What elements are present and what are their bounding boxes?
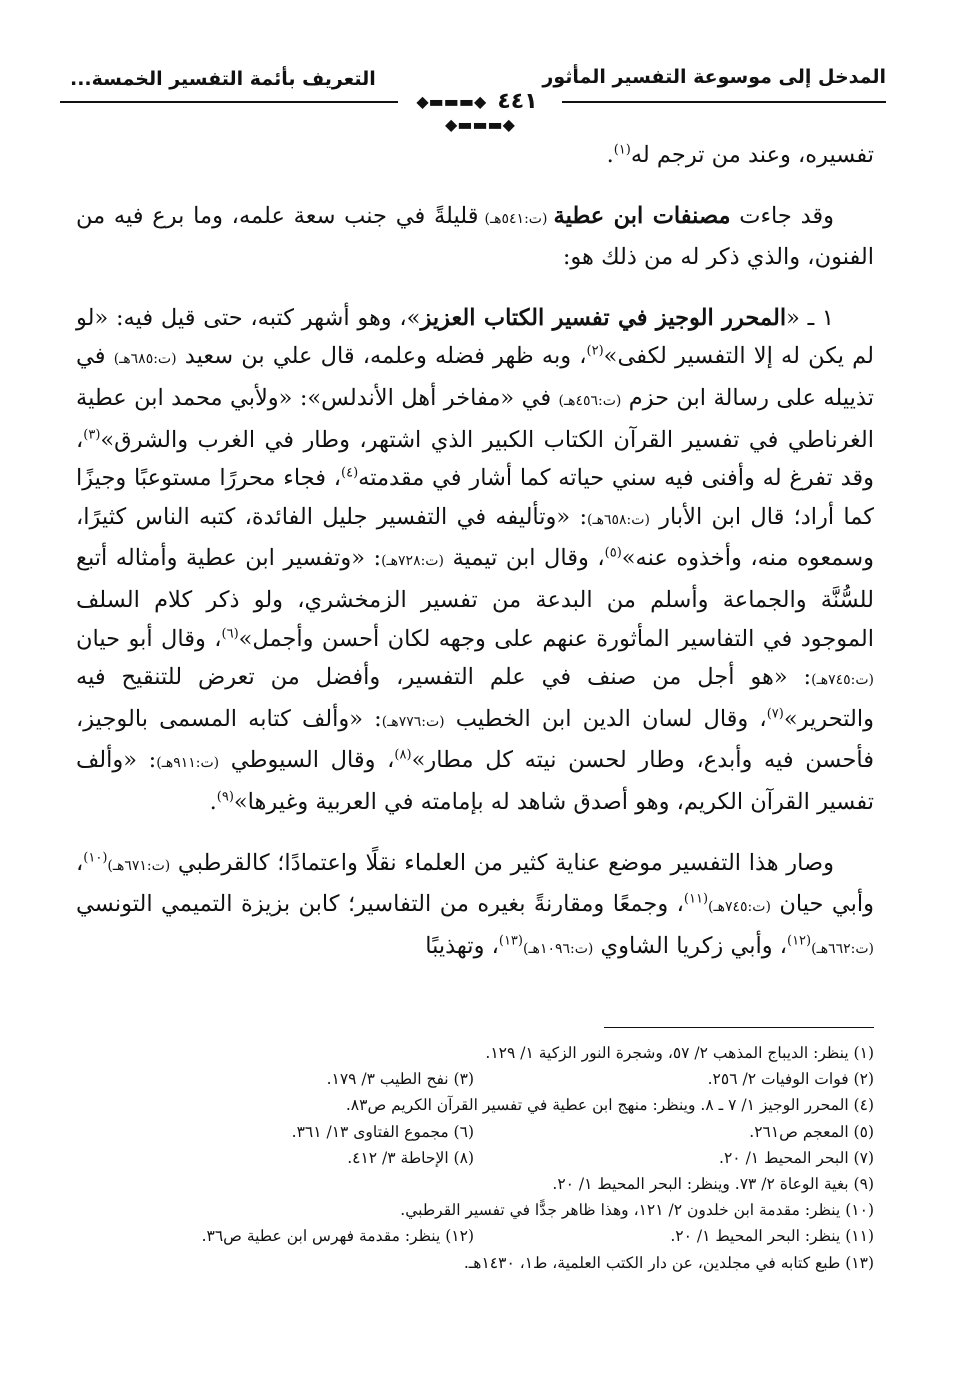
footnote-ref: (٢) <box>586 343 604 359</box>
footnote-ref: (٧) <box>766 706 784 722</box>
footnote-ref: (١٠) <box>83 850 108 865</box>
footnotes <box>76 1040 874 1276</box>
death-date: (ت:٦٨٥هـ) <box>113 351 177 368</box>
main-text <box>76 136 874 968</box>
paragraph-2: وقد جاءت مصنفات ابن عطية (ت:٥٤١هـ) قليلةً في جنب سعة علمه، وما برع فيه من الفنون، والذي ذكر له من ذلك هو: <box>76 202 874 271</box>
death-date: (ت:٩١١هـ) <box>156 755 220 772</box>
footnote-11: (١١) ينظر: البحر المحيط ١/ ٢٠. <box>670 1227 874 1246</box>
footnote-10: (١٠) ينظر: مقدمة ابن خلدون ٢/ ١٢١، وهذا ظاهر جدًّا في تفسير القرطبي. <box>400 1201 874 1220</box>
footnote-8: (٨) الإحاطة ٣/ ٤١٢. <box>347 1148 474 1167</box>
footnote-9: (٩) بغية الوعاة ٢/ ٧٣. وينظر: البحر المحيط ١/ ٢٠. <box>552 1175 874 1194</box>
footnote-ref: (٣) <box>83 427 101 443</box>
death-date: (ت:٥٤١هـ) <box>478 210 554 227</box>
paragraph-1: تفسيره، وعند من ترجم له$^{(١)}$. <box>606 142 874 168</box>
death-date: (ت:٦٧١هـ) <box>107 857 171 874</box>
book-title: المدخل إلى موسوعة التفسير المأثور <box>542 66 886 88</box>
death-date: (ت:٧٤٥هـ) <box>811 672 874 689</box>
paragraph-4: وصار هذا التفسير موضع عناية كثير من العلماء نقلًا واعتمادًا؛ كالقرطبي (ت:٦٧١هـ)$^{(١٠)}$، وأبي حيان (ت:٧٤٥هـ)$^{(١١)}$، وجمعًا ومقارنةً بغيره من التفاسير؛ كابن بزيزة التميمي التونسي (ت:٦٦٢هـ)$^{(١٢)}$، وأبي زكريا الشاوي (ت:١٠٩٦هـ)$^{(١٣)}$، وتهذيبًا <box>76 849 875 959</box>
footnote-5: (٥) المعجم ص٢٦١. <box>749 1122 874 1141</box>
section-title: التعريف بأئمة التفسير الخمسة... <box>70 68 376 90</box>
footnote-12: (١٢) ينظر: مقدمة فهرس ابن عطية ص٣٦. <box>201 1227 474 1246</box>
footnote-row <box>76 1223 874 1249</box>
footnote-ref: (١٣) <box>498 933 523 949</box>
footnote-ref: (٥) <box>604 545 622 561</box>
death-date: (ت:٦٥٨هـ) <box>587 511 650 528</box>
death-date: (ت:٧٤٥هـ) <box>708 899 771 916</box>
ornament-right-icon: ◆▬▬▬◆ <box>445 115 515 134</box>
footnote-ref: (١١) <box>683 891 709 907</box>
page-number-box <box>398 89 562 134</box>
death-date: (ت:١٠٩٦هـ) <box>522 940 594 957</box>
footnote-1: (١) ينظر: الديباج المذهب ٢/ ٥٧، وشجرة النور الزكية ١/ ١٢٩. <box>485 1044 874 1062</box>
bold-term: مصنفات ابن عطية <box>553 202 731 229</box>
footnote-ref: (٩) <box>216 789 234 805</box>
footnote-2: (٢) فوات الوفيات ٢/ ٢٥٦. <box>707 1070 874 1089</box>
page-number: ٤٤١ <box>497 89 538 114</box>
footnote-row <box>76 1145 874 1171</box>
footnote-row <box>76 1119 874 1145</box>
footnote-row <box>76 1066 874 1092</box>
death-date: (ت:٧٧٦هـ) <box>381 713 445 730</box>
footnote-6: (٦) مجموع الفتاوى ١٣/ ٣٦١. <box>291 1122 474 1141</box>
footnote-ref: (٤) <box>341 465 359 481</box>
death-date: (ت:٦٦٢هـ) <box>811 940 874 957</box>
footnote-4: (٤) المحرر الوجيز ١/ ٧ ـ ٨. وينظر: منهج ابن عطية في تفسير القرآن الكريم ص٨٣. <box>345 1096 874 1115</box>
footnote-ref: (١) <box>613 142 631 158</box>
footnote-13: (١٣) طبع كتابه في مجلدين، عن دار الكتب العلمية، ط١، ١٤٣٠هـ. <box>463 1253 874 1272</box>
footnote-3: (٣) نفح الطيب ٣/ ١٧٩. <box>326 1070 474 1089</box>
ornament-left-icon: ◆▬▬▬◆ <box>416 92 487 111</box>
book-name: المحرر الوجيز في تفسير الكتاب العزيز <box>420 304 787 331</box>
footnote-7: (٧) البحر المحيط ١/ ٢٠. <box>719 1148 874 1167</box>
footnote-separator <box>604 1027 874 1028</box>
footnote-ref: (٦) <box>221 626 239 642</box>
death-date: (ت:٧٢٨هـ) <box>381 553 444 570</box>
death-date: (ت:٤٥٦هـ) <box>558 392 622 409</box>
footnote-ref: (٨) <box>394 747 412 763</box>
footnote-ref: (١٢) <box>787 933 812 949</box>
paragraph-3: ١ ـ «المحرر الوجيز في تفسير الكتاب العزيز»، وهو أشهر كتبه، حتى قيل فيه: «لو لم يكن له إلا التفسير لكفى»$^{(٢)}$، وبه ظهر فضله وعلمه، قال علي بن سعيد (ت:٦٨٥هـ) في تذييله على رسالة ابن حزم (ت:٤٥٦هـ) في «مفاخر أهل الأندلس»: «ولأبي محمد ابن عطية الغرناطي في تفسير القرآن الكتاب الكبير الذي اشتهر، وطار في الغرب والشرق»$^{(٣)}$، وقد تفرغ له وأفنى فيه سني حياته كما أشار في مقدمته$^{(٤)}$، فجاء محررًا مستوعبًا وجيزًا كما أراد؛ قال ابن الأبار (ت:٦٥٨هـ): «وتأليفه في التفسير جليل الفائدة، كتبه الناس كثيرًا، وسمعوه منه، وأخذوه عنه»$^{(٥)}$، وقال ابن تيمية (ت:٧٢٨هـ): «وتفسير ابن عطية وأمثاله أتبع للسُّنَّة والجماعة وأسلم من البدعة من تفسير الزمخشري، ولو ذكر كلام السلف الموجود في التفاسير المأثورة عنهم على وجهه لكان أحسن وأجمل»$^{(٦)}$، وقال أبو حيان (ت:٧٤٥هـ): «هو أجل من صنف في علم التفسير، وأفضل من تعرض للتنقيح فيه والتحرير»$^{(٧)}$، وقال لسان الدين ابن الخطيب (ت:٧٧٦هـ): «وألف كتابه المسمى بالوجيز، فأحسن فيه وأبدع، وطار لحسن نيته كل مطار»$^{(٨)}$، وقال السيوطي (ت:٩١١هـ): «وألف تفسير القرآن الكريم، وهو أصدق شاهد له بإمامته في العربية وغيرها»$^{(٩)}$. <box>76 304 875 815</box>
